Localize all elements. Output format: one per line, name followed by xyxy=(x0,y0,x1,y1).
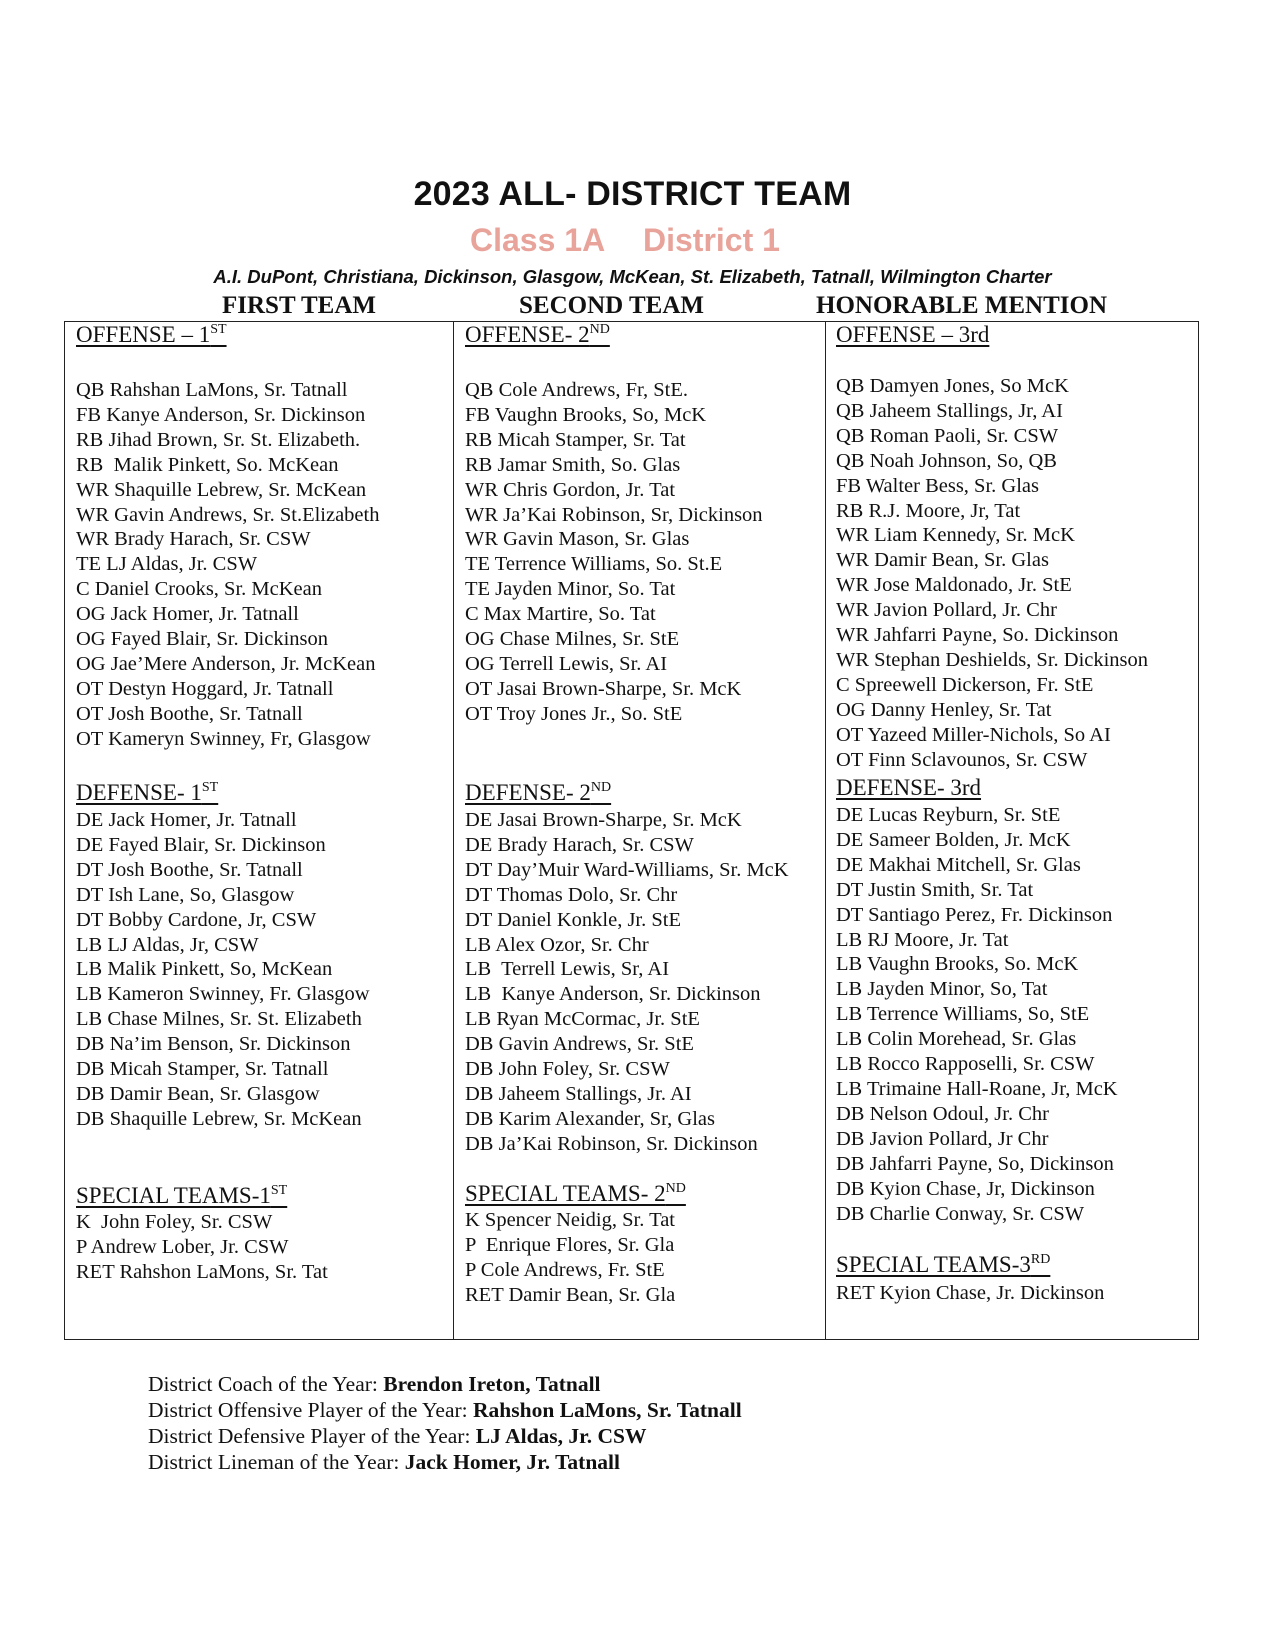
award-defensive-player: District Defensive Player of the Year: LJ Aldas, Jr. CSW xyxy=(148,1424,647,1448)
player-entry: RET Rahshon LaMons, Sr. Tat xyxy=(76,1260,328,1283)
player-entry: WR Stephan Deshields, Sr. Dickinson xyxy=(836,648,1149,671)
player-entry: LB Trimaine Hall-Roane, Jr, McK xyxy=(836,1077,1118,1100)
second-offense-title: OFFENSE- 2ND xyxy=(465,322,610,347)
player-entry: LB Colin Morehead, Sr. Glas xyxy=(836,1028,1077,1051)
honorable-mention-heading: HONORABLE MENTION xyxy=(816,292,1108,319)
player-entry: DB Javion Pollard, Jr Chr xyxy=(836,1127,1049,1150)
player-entry: OT Josh Boothe, Sr. Tatnall xyxy=(76,702,303,725)
player-entry: OT Yazeed Miller-Nichols, So AI xyxy=(836,723,1111,746)
player-entry: OT Destyn Hoggard, Jr. Tatnall xyxy=(76,677,334,700)
second-special-title: SPECIAL TEAMS- 2ND xyxy=(465,1181,686,1206)
player-entry: LB Malik Pinkett, So, McKean xyxy=(76,958,333,981)
player-entry: OG Jack Homer, Jr. Tatnall xyxy=(76,603,299,626)
player-entry: OG Danny Henley, Sr. Tat xyxy=(836,698,1052,721)
district-awards xyxy=(148,1371,742,1475)
second-team-heading: SECOND TEAM xyxy=(519,292,704,319)
player-entry: TE Jayden Minor, So. Tat xyxy=(465,578,676,601)
second-defense-list xyxy=(465,808,789,1157)
player-entry: FB Vaughn Brooks, So, McK xyxy=(465,403,707,426)
award-coach: District Coach of the Year: Brendon Ireton, Tatnall xyxy=(148,1372,601,1396)
player-entry: DT Bobby Cardone, Jr, CSW xyxy=(76,908,317,931)
honorable-special-list xyxy=(836,1281,1104,1306)
player-entry: WR Jahfarri Payne, So. Dickinson xyxy=(836,624,1119,647)
player-entry: DT Day’Muir Ward-Williams, Sr. McK xyxy=(465,858,789,881)
player-entry: WR Gavin Andrews, Sr. St.Elizabeth xyxy=(76,503,380,526)
honorable-defense-list xyxy=(836,803,1118,1226)
first-defense-list xyxy=(76,808,370,1132)
player-entry: LB Terrence Williams, So, StE xyxy=(836,1003,1090,1026)
player-entry: DB John Foley, Sr. CSW xyxy=(465,1058,670,1081)
player-entry: DB Charlie Conway, Sr. CSW xyxy=(836,1202,1085,1225)
player-entry: RET Kyion Chase, Jr. Dickinson xyxy=(836,1282,1105,1304)
player-entry: OT Jasai Brown-Sharpe, Sr. McK xyxy=(465,677,742,700)
player-entry: RB Micah Stamper, Sr. Tat xyxy=(465,428,686,451)
player-entry: DE Lucas Reyburn, Sr. StE xyxy=(836,804,1061,826)
player-entry: QB Cole Andrews, Fr, StE. xyxy=(465,379,688,401)
player-entry: DE Brady Harach, Sr. CSW xyxy=(465,833,694,856)
player-entry: RB Jamar Smith, So. Glas xyxy=(465,453,681,476)
player-entry: DE Jack Homer, Jr. Tatnall xyxy=(76,809,297,831)
player-entry: LB Kameron Swinney, Fr. Glasgow xyxy=(76,983,370,1006)
first-team-heading: FIRST TEAM xyxy=(222,292,376,319)
player-entry: DT Ish Lane, So, Glasgow xyxy=(76,883,295,906)
schools-list: A.I. DuPont, Christiana, Dickinson, Glasgow, McKean, St. Elizabeth, Tatnall, Wilmington Charter xyxy=(213,266,1052,287)
player-entry: RB Malik Pinkett, So. McKean xyxy=(76,453,339,476)
first-offense-list xyxy=(76,378,379,752)
player-entry: DB Jaheem Stallings, Jr. AI xyxy=(465,1082,692,1105)
class-label: Class 1A xyxy=(470,222,606,258)
second-special-list xyxy=(465,1208,675,1308)
player-entry: WR Shaquille Lebrew, Sr. McKean xyxy=(76,478,367,501)
player-entry: K John Foley, Sr. CSW xyxy=(76,1211,273,1233)
honorable-defense-title: DEFENSE- 3rd xyxy=(836,775,982,800)
column-divider xyxy=(825,321,826,1340)
district-label: District 1 xyxy=(643,222,780,258)
player-entry: DB Na’im Benson, Sr. Dickinson xyxy=(76,1033,351,1056)
player-entry: DT Justin Smith, Sr. Tat xyxy=(836,878,1034,901)
first-defense-title: DEFENSE- 1ST xyxy=(76,780,219,805)
player-entry: DB Karim Alexander, Sr, Glas xyxy=(465,1107,716,1130)
player-entry: LB Terrell Lewis, Sr, AI xyxy=(465,958,670,981)
award-offensive-player: District Offensive Player of the Year: Rahshon LaMons, Sr. Tatnall xyxy=(148,1398,742,1422)
honorable-special-title: SPECIAL TEAMS-3RD xyxy=(836,1252,1051,1277)
player-entry: DB Damir Bean, Sr. Glasgow xyxy=(76,1082,320,1105)
player-entry: WR Chris Gordon, Jr. Tat xyxy=(465,478,676,501)
player-entry: WR Jose Maldonado, Jr. StE xyxy=(836,574,1072,597)
player-entry: P Enrique Flores, Sr. Gla xyxy=(465,1233,675,1256)
player-entry: DT Thomas Dolo, Sr. Chr xyxy=(465,883,678,906)
first-offense-title: OFFENSE – 1ST xyxy=(76,322,227,347)
player-entry: P Cole Andrews, Fr. StE xyxy=(465,1258,665,1281)
player-entry: DB Nelson Odoul, Jr. Chr xyxy=(836,1102,1049,1125)
first-special-title: SPECIAL TEAMS-1ST xyxy=(76,1183,288,1208)
player-entry: WR Ja’Kai Robinson, Sr, Dickinson xyxy=(465,503,763,526)
player-entry: WR Brady Harach, Sr. CSW xyxy=(76,528,311,551)
player-entry: QB Rahshan LaMons, Sr. Tatnall xyxy=(76,379,348,401)
second-offense-list xyxy=(465,378,763,727)
player-entry: C Daniel Crooks, Sr. McKean xyxy=(76,578,322,601)
player-entry: C Spreewell Dickerson, Fr. StE xyxy=(836,673,1094,696)
player-entry: DB Shaquille Lebrew, Sr. McKean xyxy=(76,1107,362,1130)
player-entry: P Andrew Lober, Jr. CSW xyxy=(76,1235,289,1258)
player-entry: OT Kameryn Swinney, Fr, Glasgow xyxy=(76,727,371,750)
player-entry: DT Santiago Perez, Fr. Dickinson xyxy=(836,903,1113,926)
honorable-offense-title: OFFENSE – 3rd xyxy=(836,322,990,347)
player-entry: LB LJ Aldas, Jr, CSW xyxy=(76,933,259,956)
player-entry: LB Chase Milnes, Sr. St. Elizabeth xyxy=(76,1008,362,1031)
player-entry: QB Jaheem Stallings, Jr, AI xyxy=(836,399,1063,422)
player-entry: DE Sameer Bolden, Jr. McK xyxy=(836,828,1071,851)
player-entry: FB Walter Bess, Sr. Glas xyxy=(836,474,1039,497)
player-entry: LB Jayden Minor, So, Tat xyxy=(836,978,1048,1001)
player-entry: QB Noah Johnson, So, QB xyxy=(836,449,1057,472)
player-entry: RB R.J. Moore, Jr, Tat xyxy=(836,499,1021,522)
player-entry: DB Gavin Andrews, Sr. StE xyxy=(465,1033,694,1056)
player-entry: OG Chase Milnes, Sr. StE xyxy=(465,628,680,651)
player-entry: DB Ja’Kai Robinson, Sr. Dickinson xyxy=(465,1132,758,1155)
player-entry: DE Fayed Blair, Sr. Dickinson xyxy=(76,833,326,856)
player-entry: K Spencer Neidig, Sr. Tat xyxy=(465,1209,675,1231)
player-entry: DE Makhai Mitchell, Sr. Glas xyxy=(836,853,1081,876)
page-title: 2023 ALL- DISTRICT TEAM xyxy=(413,175,852,213)
player-entry: DB Kyion Chase, Jr, Dickinson xyxy=(836,1177,1095,1200)
player-entry: WR Liam Kennedy, Sr. McK xyxy=(836,524,1075,547)
player-entry: TE Terrence Williams, So. St.E xyxy=(465,553,723,576)
player-entry: QB Damyen Jones, So McK xyxy=(836,375,1069,397)
player-entry: FB Kanye Anderson, Sr. Dickinson xyxy=(76,403,366,426)
player-entry: LB Rocco Rapposelli, Sr. CSW xyxy=(836,1053,1095,1076)
column-divider xyxy=(453,321,454,1340)
second-defense-title: DEFENSE- 2ND xyxy=(465,780,612,805)
player-entry: QB Roman Paoli, Sr. CSW xyxy=(836,424,1059,447)
player-entry: LB RJ Moore, Jr. Tat xyxy=(836,928,1009,951)
player-entry: DT Daniel Konkle, Jr. StE xyxy=(465,908,681,931)
player-entry: LB Kanye Anderson, Sr. Dickinson xyxy=(465,983,761,1006)
player-entry: DE Jasai Brown-Sharpe, Sr. McK xyxy=(465,809,742,831)
player-entry: LB Alex Ozor, Sr. Chr xyxy=(465,933,649,956)
player-entry: OG Fayed Blair, Sr. Dickinson xyxy=(76,628,328,651)
player-entry: RB Jihad Brown, Sr. St. Elizabeth. xyxy=(76,428,361,451)
player-entry: WR Damir Bean, Sr. Glas xyxy=(836,549,1049,572)
player-entry: DT Josh Boothe, Sr. Tatnall xyxy=(76,858,303,881)
player-entry: WR Gavin Mason, Sr. Glas xyxy=(465,528,690,551)
player-entry: OG Jae’Mere Anderson, Jr. McKean xyxy=(76,652,376,675)
player-entry: LB Vaughn Brooks, So. McK xyxy=(836,953,1079,976)
honorable-offense-list xyxy=(836,374,1148,773)
player-entry: RET Damir Bean, Sr. Gla xyxy=(465,1283,676,1306)
player-entry: OG Terrell Lewis, Sr. AI xyxy=(465,652,668,675)
player-entry: DB Micah Stamper, Sr. Tatnall xyxy=(76,1058,329,1081)
first-special-list xyxy=(76,1210,328,1285)
player-entry: OT Troy Jones Jr., So. StE xyxy=(465,702,683,725)
player-entry: WR Javion Pollard, Jr. Chr xyxy=(836,599,1057,622)
player-entry: DB Jahfarri Payne, So, Dickinson xyxy=(836,1152,1114,1175)
player-entry: LB Ryan McCormac, Jr. StE xyxy=(465,1008,700,1031)
player-entry: TE LJ Aldas, Jr. CSW xyxy=(76,553,258,576)
player-entry: OT Finn Sclavounos, Sr. CSW xyxy=(836,748,1088,771)
player-entry: C Max Martire, So. Tat xyxy=(465,603,656,626)
award-lineman: District Lineman of the Year: Jack Homer, Jr. Tatnall xyxy=(148,1450,620,1474)
